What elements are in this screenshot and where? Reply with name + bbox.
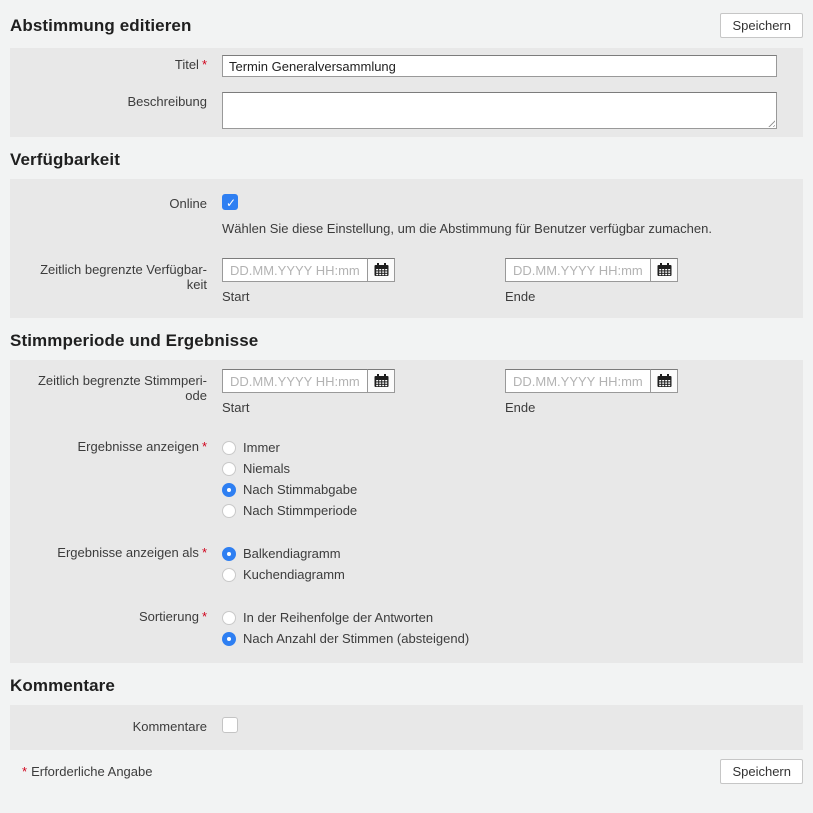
section-heading-comments: Kommentare (10, 676, 115, 695)
availability-start-input[interactable] (222, 258, 367, 282)
title-row (10, 55, 790, 77)
radio-icon (222, 462, 236, 476)
radio-icon (222, 547, 236, 561)
display-as-row (10, 543, 790, 585)
comments-label: Kommentare (132, 719, 207, 734)
required-asterisk: * (201, 609, 207, 624)
sorting-label: Sortierung * (138, 609, 207, 624)
voting-end-input[interactable] (505, 369, 650, 393)
comments-row (10, 717, 790, 738)
voting-end-calendar-button[interactable] (650, 369, 678, 393)
voting-start-calendar-button[interactable] (367, 369, 395, 393)
start-label: Start (222, 400, 250, 415)
radio-icon (222, 611, 236, 625)
section-heading-voting: Stimmperiode und Ergebnisse (10, 331, 259, 350)
radio-option-nach-stimmabgabe[interactable]: Nach Stimmabgabe (222, 479, 790, 500)
availability-end-input[interactable] (505, 258, 650, 282)
radio-option-niemals[interactable]: Niemals (222, 458, 790, 479)
save-button-bottom[interactable]: Speichern (720, 759, 803, 784)
description-row (10, 92, 790, 129)
voting-end-field (505, 369, 678, 415)
display-as-label: Ergebnisse anzeigen als * (57, 545, 207, 560)
radio-icon (222, 632, 236, 646)
start-label: Start (222, 289, 250, 304)
voting-period-row (10, 369, 790, 415)
description-textarea[interactable] (222, 92, 777, 129)
online-help-text: Wählen Sie diese Einstellung, um die Abstimmung für Benutzer verfügbar zumachen. (222, 221, 712, 236)
end-label: Ende (505, 289, 536, 304)
panel-availability (10, 179, 803, 318)
radio-option-anzahl-stimmen[interactable]: Nach Anzahl der Stimmen (absteigend) (222, 628, 790, 649)
availability-period-row (10, 258, 790, 304)
footer (10, 759, 803, 784)
online-checkbox[interactable] (222, 194, 238, 210)
radio-icon (222, 504, 236, 518)
end-label: Ende (505, 400, 536, 415)
radio-option-immer[interactable]: Immer (222, 437, 790, 458)
required-asterisk: * (22, 764, 28, 779)
radio-option-kuchendiagramm[interactable]: Kuchendiagramm (222, 564, 790, 585)
radio-option-reihenfolge[interactable]: In der Reihenfolge der Antworten (222, 607, 790, 628)
radio-icon (222, 568, 236, 582)
save-button-top[interactable]: Speichern (720, 13, 803, 38)
sorting-row (10, 607, 790, 649)
voting-period-label: Zeitlich begrenzte Stimmperi- ode (37, 373, 207, 403)
panel-basic (10, 48, 803, 137)
show-results-row (10, 437, 790, 521)
required-note: * Erforderliche Angabe (22, 764, 153, 779)
availability-start-field (222, 258, 395, 304)
availability-period-label: Zeitlich begrenzte Verfügbar- keit (40, 262, 207, 292)
availability-end-calendar-button[interactable] (650, 258, 678, 282)
voting-start-field (222, 369, 395, 415)
calendar-icon (374, 374, 389, 388)
description-label: Beschreibung (127, 94, 207, 109)
panel-comments (10, 705, 803, 750)
required-asterisk: * (201, 545, 207, 560)
availability-start-calendar-button[interactable] (367, 258, 395, 282)
required-asterisk: * (201, 439, 207, 454)
comments-checkbox[interactable] (222, 717, 238, 733)
availability-end-field (505, 258, 678, 304)
radio-icon (222, 483, 236, 497)
title-input[interactable] (222, 55, 777, 77)
required-asterisk: * (201, 57, 207, 72)
voting-start-input[interactable] (222, 369, 367, 393)
page-title: Abstimmung editieren (10, 15, 192, 35)
calendar-icon (657, 263, 672, 277)
show-results-label: Ergebnisse anzeigen * (77, 439, 207, 454)
calendar-icon (374, 263, 389, 277)
title-label: Titel * (174, 57, 207, 72)
online-row (10, 194, 790, 237)
topbar (10, 0, 803, 48)
online-label: Online (169, 196, 207, 211)
radio-icon (222, 441, 236, 455)
radio-option-balkendiagramm[interactable]: Balkendiagramm (222, 543, 790, 564)
panel-voting (10, 360, 803, 663)
section-heading-availability: Verfügbarkeit (10, 150, 120, 169)
calendar-icon (657, 374, 672, 388)
radio-option-nach-stimmperiode[interactable]: Nach Stimmperiode (222, 500, 790, 521)
